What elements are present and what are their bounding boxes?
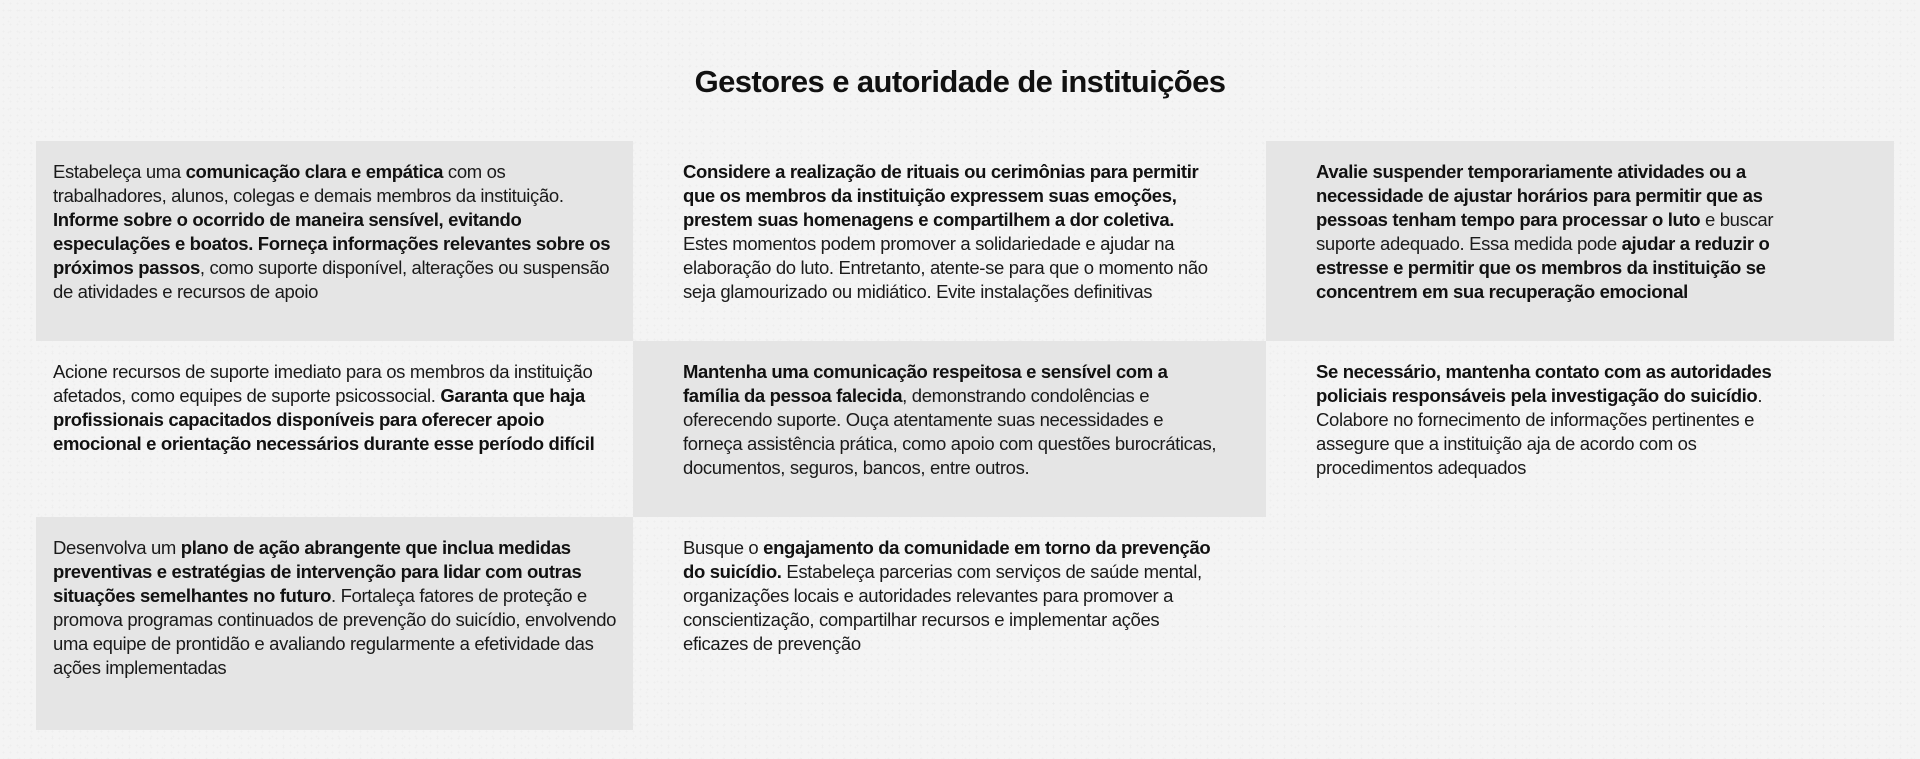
card-text: com os trabalhadores, alunos, colegas e demais membros da instituição.	[53, 161, 564, 206]
guideline-card-suspend-activities	[1266, 141, 1894, 341]
guideline-card-communication	[36, 141, 633, 341]
card-text-emphasis: Considere a realização de rituais ou cerimônias para permitir que os membros da instituição expressem suas emoções, prestem suas homenagens e compartilhem a dor coletiva.	[683, 161, 1199, 230]
guideline-card-support-resources	[36, 341, 633, 517]
empty-grid-cell	[1266, 517, 1894, 730]
card-text-emphasis: Mantenha uma comunicação respeitosa e sensível com a família da pessoa falecida	[683, 361, 1168, 406]
card-text-emphasis: engajamento da comunidade em torno da prevenção do suicídio.	[683, 537, 1211, 582]
card-text: e buscar suporte adequado. Essa medida pode	[1316, 209, 1774, 254]
card-text-emphasis: Se necessário, mantenha contato com as autoridades policiais responsáveis pela investigação do suicídio	[1316, 361, 1772, 406]
card-text-emphasis: Informe sobre o ocorrido de maneira sensível, evitando especulações e boatos. Forneça informações relevantes sobre os próximos passos	[53, 209, 611, 278]
guideline-card-police-contact	[1266, 341, 1894, 517]
card-text-emphasis: comunicação clara e empática	[185, 161, 444, 182]
card-text-emphasis: Garanta que haja profissionais capacitados disponíveis para oferecer apoio emocional e orientação necessários durante esse período difícil	[53, 385, 595, 454]
card-text: Acione recursos de suporte imediato para os membros da instituição afetados, como equipes de suporte psicossocial.	[53, 361, 593, 406]
card-text: Estabeleça parcerias com serviços de saúde mental, organizações locais e autoridades relevantes para promover a conscientização, compartilhar recursos e implementar ações eficazes de prevenção	[683, 561, 1202, 654]
card-text-emphasis: ajudar a reduzir o estresse e permitir que os membros da instituição se concentrem em sua recuperação emocional	[1316, 233, 1770, 302]
card-text: , como suporte disponível, alterações ou suspensão de atividades e recursos de apoio	[53, 257, 610, 302]
card-text: , demonstrando condolências e oferecendo suporte. Ouça atentamente suas necessidades e forneça assistência prática, como apoio com questões burocráticas, documentos, seguros, bancos, entre outros.	[683, 385, 1217, 478]
card-text: Busque o	[683, 537, 764, 558]
page-title: Gestores e autoridade de instituições	[694, 64, 1226, 99]
guideline-card-family-communication	[633, 341, 1266, 517]
card-text: . Fortaleça fatores de proteção e promova programas continuados de prevenção do suicídio, envolvendo uma equipe de prontidão e avaliando regularmente a efetividade das ações implementadas	[53, 585, 617, 678]
card-text-emphasis: plano de ação abrangente que inclua medidas preventivas e estratégias de intervenção para lidar com outras situações semelhantes no futuro	[53, 537, 582, 606]
card-text: . Colabore no fornecimento de informações pertinentes e assegure que a instituição aja de acordo com os procedimentos adequados	[1316, 385, 1763, 478]
card-text: Desenvolva um	[53, 537, 181, 558]
card-text: Estabeleça uma	[53, 161, 186, 182]
card-text-emphasis: Avalie suspender temporariamente atividades ou a necessidade de ajustar horários para permitir que as pessoas tenham tempo para processar o luto	[1316, 161, 1763, 230]
guideline-card-rituals	[633, 141, 1266, 341]
guidelines-grid	[36, 141, 1894, 730]
guideline-card-action-plan	[36, 517, 633, 730]
guideline-card-community-engagement	[633, 517, 1266, 730]
card-text: Estes momentos podem promover a solidariedade e ajudar na elaboração do luto. Entretanto, atente-se para que o momento não seja glamourizado ou midiático. Evite instalações definitivas	[683, 233, 1208, 302]
